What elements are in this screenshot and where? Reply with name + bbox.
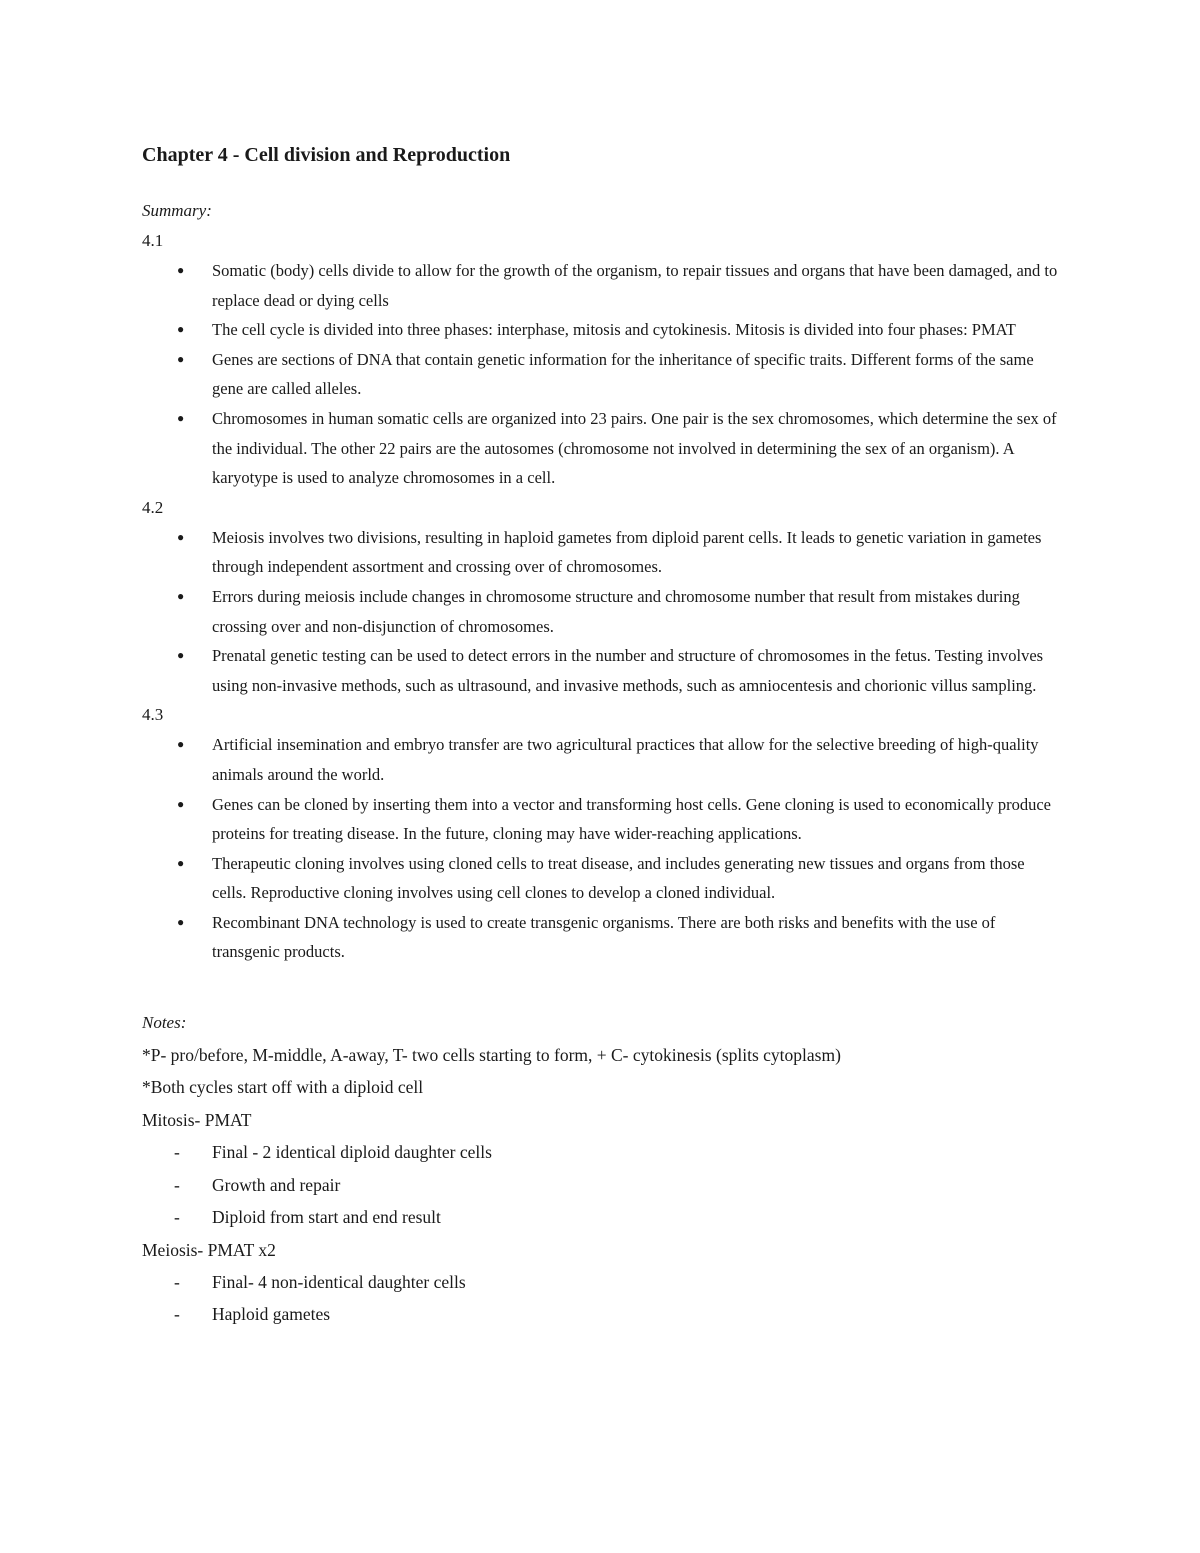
bullet-list <box>142 730 1062 967</box>
bullet-icon: ● <box>177 410 185 425</box>
list-item: ● Meiosis involves two divisions, resulting in haploid gametes from diploid parent cells. It leads to genetic variation in gametes through independent assortment and crossing over of chromosomes. <box>142 523 1062 582</box>
section-number: 4.3 <box>142 705 164 725</box>
section-4-2 <box>142 493 1062 701</box>
dash-icon: - <box>174 1174 180 1195</box>
bullet-list <box>142 523 1062 701</box>
list-item: ● Genes can be cloned by inserting them into a vector and transforming host cells. Gene cloning is used to economically produce proteins for treating disease. In the future, cloning may have wider-reaching applications. <box>142 790 1062 849</box>
bullet-icon: ● <box>177 529 185 544</box>
list-item: ● Artificial insemination and embryo transfer are two agricultural practices that allow for the selective breeding of high-quality animals around the world. <box>142 730 1062 789</box>
notes-label: Notes: <box>142 1013 187 1033</box>
list-item: - Haploid gametes <box>142 1298 1062 1330</box>
bullet-list <box>142 256 1062 493</box>
bullet-icon: ● <box>177 648 185 663</box>
note-line: *P- pro/before, M-middle, A-away, T- two cells starting to form, + C- cytokinesis (splits cytoplasm) <box>142 1045 841 1066</box>
summary-label: Summary: <box>142 201 212 220</box>
notes-section <box>142 1007 1062 1331</box>
section-4-1 <box>142 226 1062 493</box>
bullet-icon: ● <box>177 588 185 603</box>
list-item: ● Prenatal genetic testing can be used to detect errors in the number and structure of chromosomes in the fetus. Testing involves using non-invasive methods, such as ultrasound, and invasive methods, such as amniocentesis and chorionic villus sampling. <box>142 641 1062 700</box>
document-page <box>142 140 1062 1331</box>
list-item: ● Genes are sections of DNA that contain genetic information for the inheritance of specific traits. Different forms of the same gene are called alleles. <box>142 345 1062 404</box>
bullet-icon: ● <box>177 322 185 337</box>
page-title: Chapter 4 - Cell division and Reproduction <box>142 144 511 166</box>
list-item: ● Chromosomes in human somatic cells are organized into 23 pairs. One pair is the sex chromosomes, which determine the sex of the individual. The other 22 pairs are the autosomes (chromosome not involved in determining the sex of an organism). A karyotype is used to analyze chromosomes in a cell. <box>142 404 1062 493</box>
section-number: 4.1 <box>142 231 164 250</box>
list-item: ● Recombinant DNA technology is used to create transgenic organisms. There are both risks and benefits with the use of transgenic products. <box>142 908 1062 967</box>
list-item: ● Errors during meiosis include changes in chromosome structure and chromosome number that result from mistakes during crossing over and non-disjunction of chromosomes. <box>142 582 1062 641</box>
dash-icon: - <box>174 1271 180 1292</box>
meiosis-list <box>142 1266 1062 1331</box>
list-item: ● Therapeutic cloning involves using cloned cells to treat disease, and includes generating new tissues and organs from those cells. Reproductive cloning involves using cell clones to develop a cloned individual. <box>142 849 1062 908</box>
section-number: 4.2 <box>142 497 164 517</box>
section-4-3 <box>142 700 1062 967</box>
mitosis-list <box>142 1136 1062 1233</box>
mitosis-heading: Mitosis- PMAT <box>142 1109 252 1130</box>
bullet-icon: ● <box>177 737 185 752</box>
bullet-icon: ● <box>177 796 185 811</box>
list-item: - Diploid from start and end result <box>142 1201 1062 1233</box>
note-line: *Both cycles start off with a diploid cell <box>142 1077 424 1098</box>
list-item: - Final - 2 identical diploid daughter cells <box>142 1136 1062 1168</box>
list-item: ● The cell cycle is divided into three phases: interphase, mitosis and cytokinesis. Mitosis is divided into four phases: PMAT <box>142 315 1062 345</box>
bullet-icon: ● <box>177 855 185 870</box>
dash-icon: - <box>174 1304 180 1325</box>
dash-icon: - <box>174 1142 180 1163</box>
bullet-icon: ● <box>177 914 185 929</box>
meiosis-heading: Meiosis- PMAT x2 <box>142 1239 276 1260</box>
list-item: ● Somatic (body) cells divide to allow for the growth of the organism, to repair tissues and organs that have been damaged, and to replace dead or dying cells <box>142 256 1062 315</box>
list-item: - Final- 4 non-identical daughter cells <box>142 1266 1062 1298</box>
list-item: - Growth and repair <box>142 1169 1062 1201</box>
bullet-icon: ● <box>177 351 185 366</box>
bullet-icon: ● <box>177 263 185 277</box>
dash-icon: - <box>174 1207 180 1228</box>
